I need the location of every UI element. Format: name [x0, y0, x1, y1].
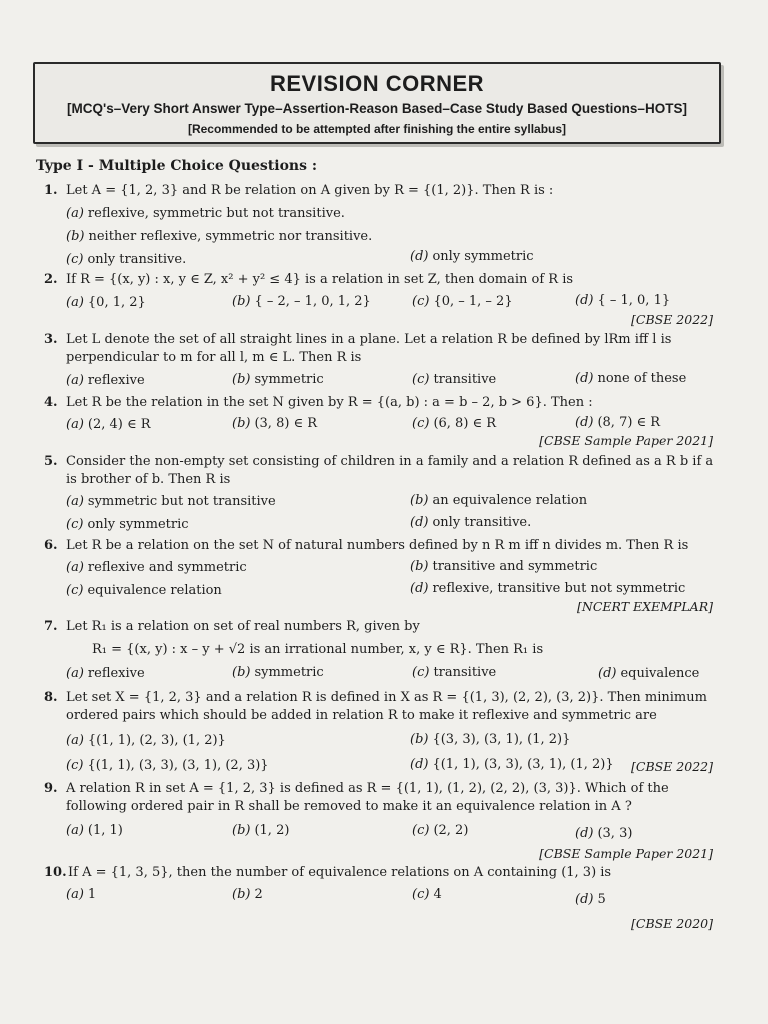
question-number: 6. [44, 538, 58, 553]
option-b: (b) neither reflexive, symmetric nor transitive. [66, 229, 373, 244]
question-9 [44, 780, 716, 816]
question-text: Let R₁ is a relation on set of real numbers R, given by [66, 619, 420, 634]
option-b: (b) {(3, 3), (3, 1), (1, 2)} [410, 732, 571, 747]
option-d: (d) only symmetric [410, 249, 534, 264]
question-text: A relation R in set A = {1, 2, 3} is defined as R = {(1, 1), (1, 2), (2, 2), (3, 3)}. Which of the following ordered pair in R shall be removed to make it an equivalence relation in A ? [66, 781, 669, 814]
option-c: (c) (2, 2) [412, 823, 469, 838]
question-number: 8. [44, 690, 58, 705]
source-tag: [CBSE 2022] [631, 759, 713, 774]
option-b: (b) (1, 2) [232, 823, 290, 838]
option-d: (d) (8, 7) ∈ R [575, 415, 661, 430]
question-number: 2. [44, 272, 58, 287]
option-d: (d) reflexive, transitive but not symmetric [410, 581, 686, 596]
header-note: [Recommended to be attempted after finishing the entire syllabus] [187, 122, 567, 136]
page-title: REVISION CORNER [269, 71, 485, 96]
question-number: 3. [44, 332, 58, 347]
header-subtitle: [MCQ's–Very Short Answer Type–Assertion-Reason Based–Case Study Based Questions–HOTS] [67, 101, 687, 116]
question-number: 9. [44, 781, 58, 796]
question-7 [44, 618, 716, 636]
source-tag: [NCERT EXEMPLAR] [577, 599, 713, 614]
option-d: (d) only transitive. [410, 515, 532, 530]
option-a: (a) symmetric but not transitive [66, 494, 276, 509]
question-text: If A = {1, 3, 5}, then the number of equivalence relations on A containing (1, 3) is [68, 865, 612, 880]
question-3 [44, 331, 716, 367]
option-a: (a) reflexive, symmetric but not transitive. [66, 206, 345, 221]
question-1 [44, 182, 716, 200]
question-2 [44, 271, 716, 289]
question-5 [44, 453, 716, 489]
option-d: (d) (3, 3) [575, 826, 633, 841]
option-d: (d) equivalence [598, 666, 700, 681]
option-d: (d) 5 [575, 892, 606, 907]
option-b: (b) { – 2, – 1, 0, 1, 2} [232, 294, 371, 309]
question-number: 1. [44, 183, 58, 198]
question-number: 10. [44, 865, 67, 880]
option-b: (b) an equivalence relation [410, 493, 588, 508]
option-a: (a) (1, 1) [66, 823, 123, 838]
option-a: (a) {0, 1, 2} [66, 295, 146, 310]
question-number: 5. [44, 454, 58, 469]
option-b: (b) transitive and symmetric [410, 559, 598, 574]
source-tag: [CBSE Sample Paper 2021] [539, 433, 713, 448]
question-8 [44, 689, 716, 725]
source-tag: [CBSE Sample Paper 2021] [539, 846, 713, 861]
option-c: (c) only symmetric [66, 517, 189, 532]
option-d: (d) { – 1, 0, 1} [575, 293, 671, 308]
option-a: (a) reflexive and symmetric [66, 560, 247, 575]
question-text: If R = {(x, y) : x, y ∈ Z, x² + y² ≤ 4} is a relation in set Z, then domain of R is [66, 272, 574, 287]
option-c: (c) only transitive. [66, 252, 187, 267]
option-b: (b) 2 [232, 887, 263, 902]
revision-corner-header [33, 62, 721, 144]
option-c: (c) 4 [412, 887, 442, 902]
option-b: (b) (3, 8) ∈ R [232, 416, 318, 431]
option-a: (a) 1 [66, 887, 97, 902]
option-c: (c) {(1, 1), (3, 3), (3, 1), (2, 3)} [66, 758, 269, 773]
option-a: (a) (2, 4) ∈ R [66, 417, 151, 432]
option-d: (d) {(1, 1), (3, 3), (3, 1), (1, 2)} [410, 757, 614, 772]
question-text: Let R be a relation on the set N of natural numbers defined by n R m iff n divides m. Then R is [66, 538, 689, 553]
question-text: Let set X = {1, 2, 3} and a relation R is defined in X as R = {(1, 3), (2, 2), (3, 2)}. Then minimum ordered pairs which should be added in relation R to make it reflexive and symmetric are [66, 690, 707, 723]
question-number: 4. [44, 395, 58, 410]
question-10 [44, 864, 716, 882]
option-c: (c) (6, 8) ∈ R [412, 416, 497, 431]
question-text: Consider the non-empty set consisting of children in a family and a relation R defined as a R b if a is brother of b. Then R is [66, 454, 714, 487]
option-c: (c) {0, – 1, – 2} [412, 294, 513, 309]
option-d: (d) none of these [575, 371, 687, 386]
option-a: (a) reflexive [66, 373, 145, 388]
source-tag: [CBSE 2022] [631, 312, 713, 327]
option-a: (a) reflexive [66, 666, 145, 681]
option-c: (c) transitive [412, 372, 497, 387]
option-c: (c) transitive [412, 665, 497, 680]
question-number: 7. [44, 619, 58, 634]
question-4 [44, 394, 716, 412]
question-text: Let R be the relation in the set N given by R = {(a, b) : a = b – 2, b > 6}. Then : [66, 395, 593, 410]
source-tag: [CBSE 2020] [631, 916, 713, 931]
option-c: (c) equivalence relation [66, 583, 222, 598]
option-a: (a) {(1, 1), (2, 3), (1, 2)} [66, 733, 226, 748]
relation-equation: R₁ = {(x, y) : x – y + √2 is an irrational number, x, y ∈ R}. Then R₁ is [92, 642, 544, 657]
section-title: Type I - Multiple Choice Questions : [36, 158, 318, 174]
question-6 [44, 537, 716, 555]
question-text: Let L denote the set of all straight lines in a plane. Let a relation R be defined by lRm iff l is perpendicular to m for all l, m ∈ L. Then R is [66, 332, 672, 365]
question-text: Let A = {1, 2, 3} and R be relation on A given by R = {(1, 2)}. Then R is : [66, 183, 554, 198]
option-b: (b) symmetric [232, 372, 324, 387]
option-b: (b) symmetric [232, 665, 324, 680]
